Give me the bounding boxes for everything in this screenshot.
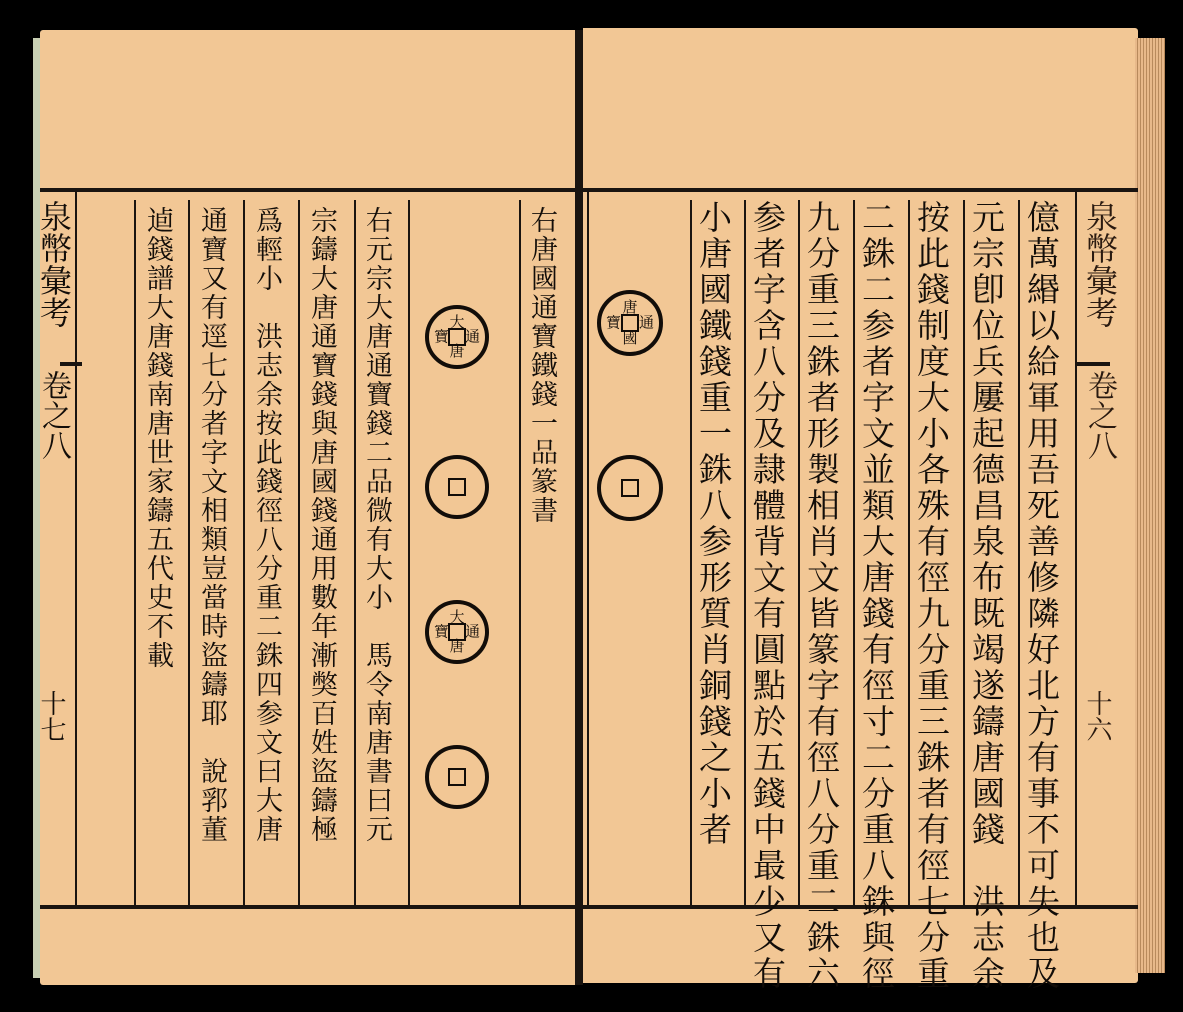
book-gutter [575,30,583,985]
right-col-1: 億萬緡以給軍用吾死善修隣好北方有事不可失也及 [1022,200,1061,992]
left-col-6: 逌錢譜大唐錢南唐世家鑄五代史不載 [142,206,173,670]
left-col-5: 通寶又有逕七分者字文相類豈當時盜鑄耶 說郛董 [196,206,227,844]
right-col-line-5 [908,200,910,905]
right-margin-folio: 十六 [1082,690,1112,742]
right-top-rule [583,188,1138,192]
left-margin-line [75,192,77,905]
right-col-line-6 [963,200,965,905]
right-margin-line [1075,192,1077,905]
left-col-line-1 [134,200,136,905]
right-col-line-3 [798,200,800,905]
left-top-rule [40,188,575,192]
right-col-line-2 [744,200,746,905]
right-col-line-1 [690,200,692,905]
left-col-line-4 [298,200,300,905]
coin-reverse-1 [425,455,489,519]
coin-obverse-datang-2: 大 唐 通 寶 [425,600,489,664]
right-col-2: 元宗卽位兵屢起德昌泉布既竭遂鑄唐國錢 洪志余 [967,200,1006,992]
right-col-6: 参者字含八分及隷體背文有圓點於五錢中最少又有 [748,200,787,992]
left-fishtail-mark [60,362,82,366]
coin-reverse-2 [425,745,489,809]
page-stack-edge [1135,38,1165,973]
left-col-4: 爲輕小 洪志余按此錢徑八分重二銖四参文曰大唐 [251,206,282,844]
left-col-line-3 [243,200,245,905]
left-col-line-7 [519,200,521,905]
right-col-7: 小唐國鐵錢重一銖八参形質肖銅錢之小者 [694,200,733,848]
right-fishtail-mark [1075,362,1110,366]
right-col-line-7 [1018,200,1020,905]
right-col-5: 九分重三銖者形製相肖文皆篆字有徑八分重二銖六 [802,200,841,992]
left-col-3: 宗鑄大唐通寶錢與唐國錢通用數年漸獘百姓盜鑄極 [306,206,337,844]
left-col-line-5 [354,200,356,905]
left-margin-title: 泉幣彙考 [35,200,73,328]
right-col-line-4 [853,200,855,905]
left-col-line-2 [188,200,190,905]
left-col-heading: 右唐國通寶鐵錢一品篆書 [526,206,557,525]
left-col-2: 右元宗大唐通寶錢二品微有大小 馬令南唐書曰元 [361,206,392,844]
coin-reverse-tangguo [597,455,663,521]
coin-obverse-tangguo: 唐 國 通 寶 [597,290,663,356]
coin-obverse-datang-1: 大 唐 通 寶 [425,305,489,369]
left-margin-volume: 卷之八 [36,370,71,460]
right-col-3: 按此錢制度大小各殊有徑九分重三銖者有徑七分重 [912,200,951,992]
left-col-line-6 [408,200,410,905]
left-bottom-rule [40,905,575,909]
right-inner-line [587,192,589,905]
right-margin-volume: 卷之八 [1082,370,1117,460]
left-margin-folio: 十七 [36,690,66,742]
right-col-4: 二銖二参者字文並類大唐錢有徑寸二分重八銖與徑 [857,200,896,992]
right-margin-title: 泉幣彙考 [1081,200,1119,328]
